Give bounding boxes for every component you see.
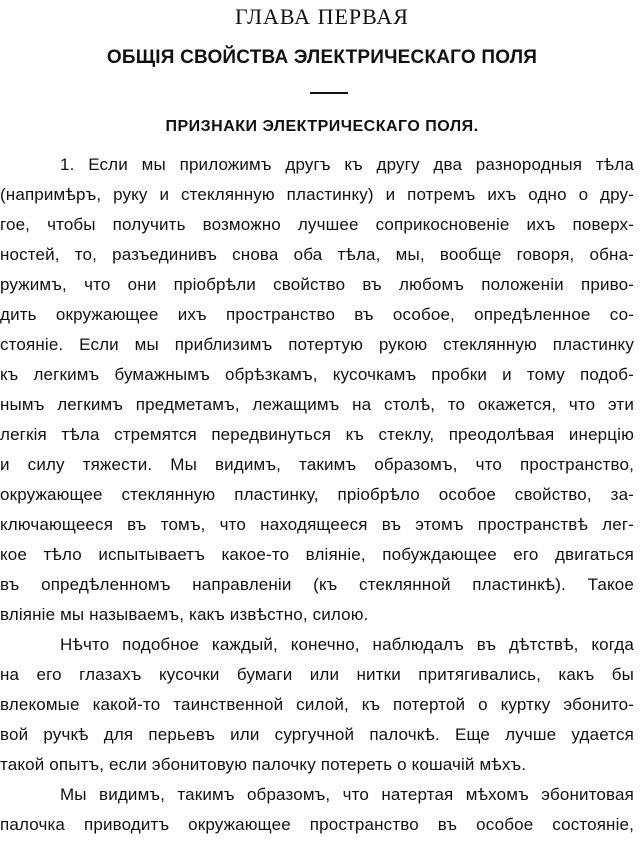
text-line: окружающее стеклянную пластинку, пріобрѣло особое свойство, за- bbox=[0, 485, 634, 504]
text-line: Мы видимъ, такимъ образомъ, что натертая мѣхомъ эбонитовая bbox=[60, 785, 634, 804]
text-line: вой ручкѣ для перьевъ или сургучной палочкѣ. Еще лучше удается bbox=[0, 725, 634, 744]
text-line: ностей, то, разъединивъ снова оба тѣла, мы, вообще говоря, обна- bbox=[0, 245, 634, 264]
text-line: ружимъ, что они пріобрѣли свойство въ любомъ положеніи приво- bbox=[0, 275, 634, 294]
chapter-title: ОБЩІЯ СВОЙСТВА ЭЛЕКТРИЧЕСКАГО ПОЛЯ bbox=[106, 47, 538, 68]
title-divider bbox=[310, 92, 348, 94]
text-line: въ опредѣленномъ направленіи (къ стеклянной пластинкѣ). Такое bbox=[0, 575, 634, 594]
text-line: ключающееся въ томъ, что находящееся въ этомъ пространствѣ лег- bbox=[0, 515, 634, 534]
text-line: влекомые какой-то таинственной силой, къ потертой о куртку эбонито- bbox=[0, 695, 634, 714]
text-line: нымъ легкимъ предметамъ, лежащимъ на столѣ, то окажется, что эти bbox=[0, 395, 634, 414]
text-line: дить окружающее ихъ пространство въ особое, опредѣленное со- bbox=[0, 305, 634, 324]
text-line: (напримѣръ, руку и стеклянную пластинку) и потремъ ихъ одно о дру- bbox=[0, 185, 634, 204]
text-line: на его глазахъ кусочки бумаги или нитки притягивались, какъ бы bbox=[0, 665, 634, 684]
section-title: ПРИЗНАКИ ЭЛЕКТРИЧЕСКАГО ПОЛЯ. bbox=[165, 118, 479, 135]
text-line: палочка приводитъ окружающее пространство въ особое состояніе, bbox=[0, 815, 634, 834]
chapter-label: ГЛАВА ПЕРВАЯ bbox=[235, 4, 409, 29]
text-line: вліяніе мы называемъ, какъ извѣстно, силою. bbox=[0, 605, 369, 624]
text-line: и силу тяжести. Мы видимъ, такимъ образомъ, что пространство, bbox=[0, 455, 634, 474]
text-line: Нѣчто подобное каждый, конечно, наблюдалъ въ дѣтствѣ, когда bbox=[60, 635, 634, 654]
text-line: легкія тѣла стремятся передвинуться къ стеклу, преодолѣвая инерцію bbox=[0, 425, 634, 444]
text-line: гое, чтобы получить возможно лучшее соприкосновеніе ихъ поверх- bbox=[0, 215, 634, 234]
text-line: стояніе. Если мы приблизимъ потертую рукою стеклянную пластинку bbox=[0, 335, 634, 354]
text-line: такой опытъ, если эбонитовую палочку потереть о кошачій мѣхъ. bbox=[0, 755, 527, 774]
text-line: кое тѣло испытываетъ какое-то вліяніе, побуждающее его двигаться bbox=[0, 545, 634, 564]
text-line: къ легкимъ бумажнымъ обрѣзкамъ, кусочкамъ пробки и тому подоб- bbox=[0, 365, 634, 384]
text-line: 1. Если мы приложимъ другъ къ другу два разнородныя тѣла bbox=[60, 155, 634, 174]
